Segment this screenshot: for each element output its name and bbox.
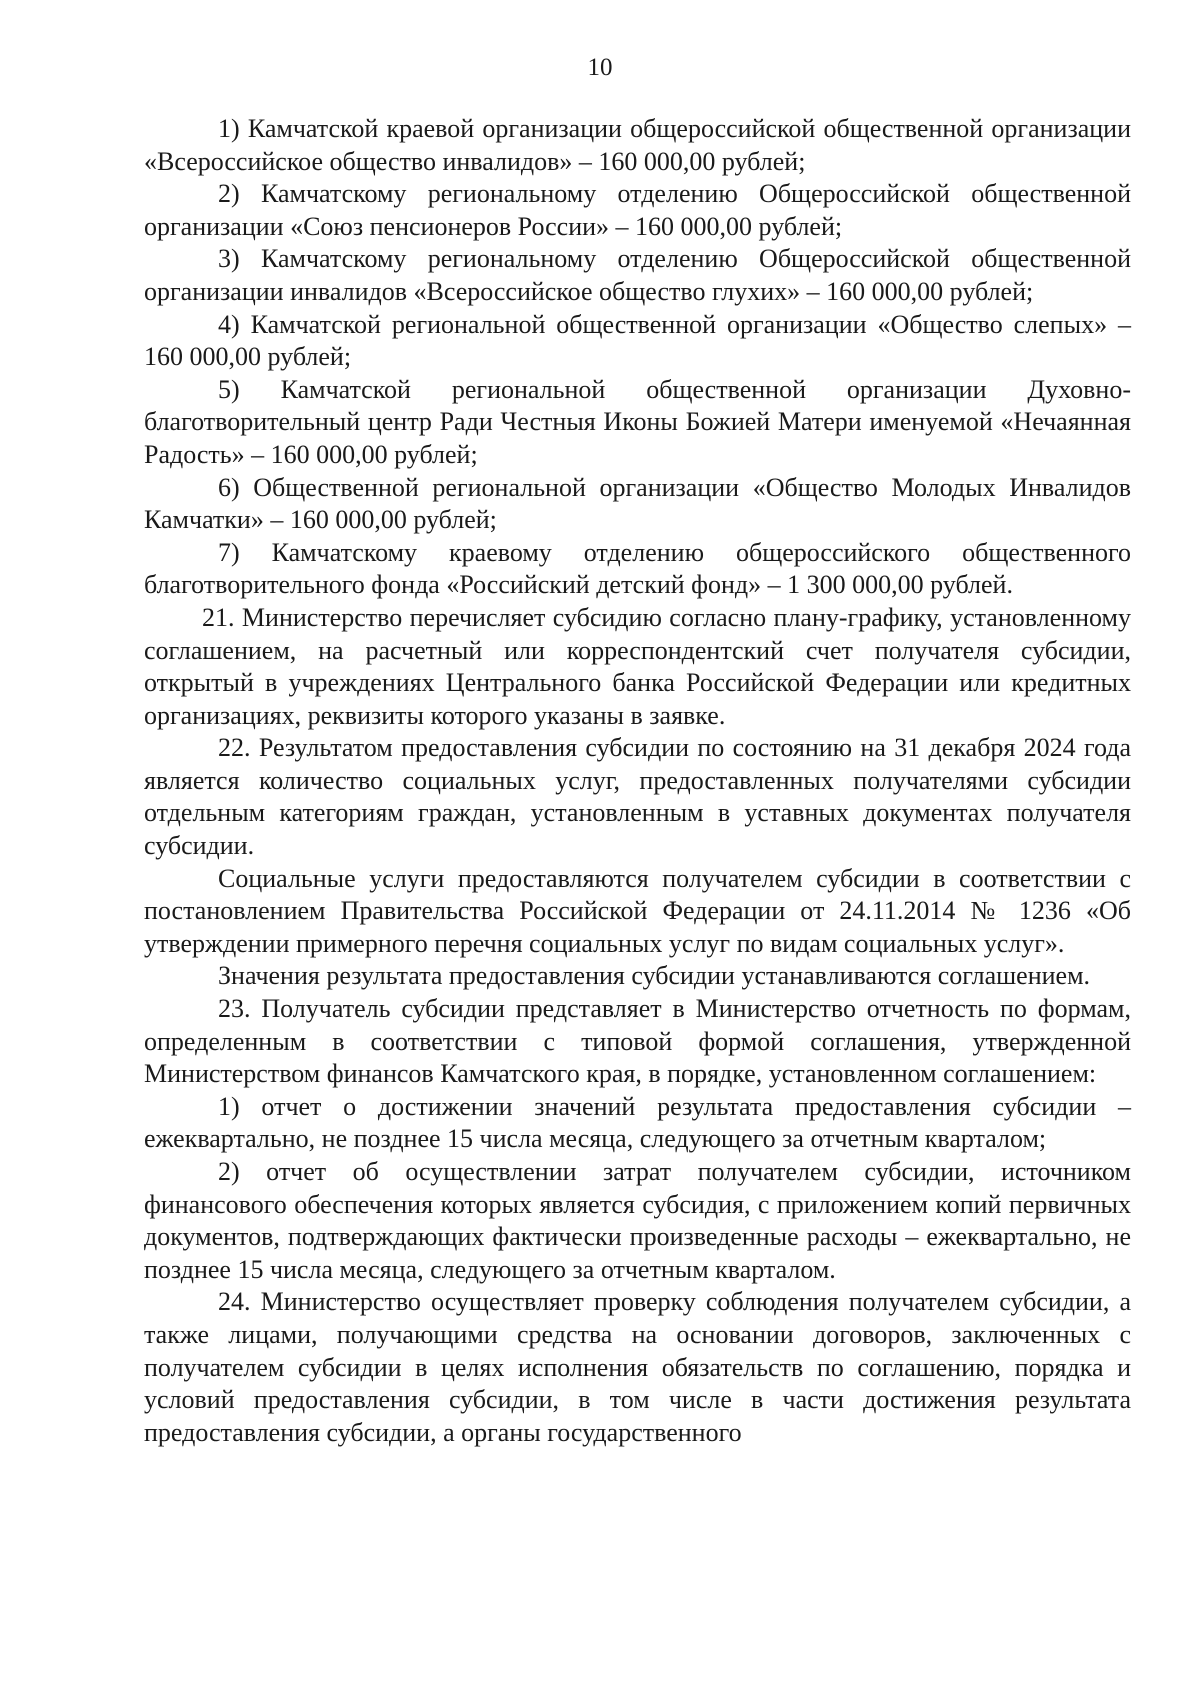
list-item-7: 7) Камчатскому краевому отделению общероссийского общественного благотворительного фонда «Российский детский фонд» – 1 300 000,00 рублей. (144, 537, 1131, 600)
list-item-1: 1) Камчатской краевой организации общероссийской общественной организации «Всероссийское общество инвалидов» – 160 000,00 рублей; (144, 114, 1131, 176)
clause-23-item-1: 1) отчет о достижении значений результата предоставления субсидии – ежеквартально, не позднее 15 числа месяца, следующего за отчетным кварталом; (144, 1091, 1131, 1154)
clause-22-social-services: Социальные услуги предоставляются получателем субсидии в соответствии с постановлением Правительства Российской Федерации от 24.11.2014 № 1236 «Об утверждении примерного перечня социальных услуг по видам социальных услуг». (144, 863, 1131, 958)
clause-22-result-values: Значения результата предоставления субсидии устанавливаются соглашением. (218, 961, 1091, 991)
list-item-6: 6) Общественной региональной организации «Общество Молодых Инвалидов Камчатки» – 160 000,00 рублей; (144, 472, 1131, 535)
clause-23-item-2: 2) отчет об осуществлении затрат получателем субсидии, источником финансового обеспечения которых является субсидия, с приложением копий первичных документов, подтверждающих фактически произведенные расходы – ежеквартально, не позднее 15 числа месяца, следующего за отчетным кварталом. (144, 1157, 1131, 1284)
page-number: 10 (587, 54, 613, 81)
clause-23: 23. Получатель субсидии представляет в Министерство отчетность по формам, определенным в соответствии с типовой формой соглашения, утвержденной Министерством финансов Камчатского края, в порядке, установленном соглашением: (144, 994, 1131, 1089)
list-item-3: 3) Камчатскому региональному отделению Общероссийской общественной организации инвалидов «Всероссийское общество глухих» – 160 000,00 рублей; (144, 244, 1131, 306)
clause-21: 21. Министерство перечисляет субсидию согласно плану-графику, установленному соглашением, на расчетный или корреспондентский счет получателя субсидии, открытый в учреждениях Центрального банка Российской Федерации или кредитных организациях, реквизиты которого указаны в заявке. (144, 602, 1131, 730)
list-item-2: 2) Камчатскому региональному отделению Общероссийской общественной организации «Союз пенсионеров России» – 160 000,00 рублей; (144, 179, 1131, 241)
clause-24: 24. Министерство осуществляет проверку соблюдения получателем субсидии, а также лицами, получающими средства на основании договоров, заключенных с получателем субсидии в целях исполнения обязательств по соглашению, порядка и условий предоставления субсидии, в том числе в части достижения результата предоставления субсидии, а органы государственного (144, 1287, 1131, 1447)
clause-22: 22. Результатом предоставления субсидии по состоянию на 31 декабря 2024 года является количество социальных услуг, предоставленных получателями субсидии отдельным категориям граждан, установленным в уставных документах получателя субсидии. (144, 733, 1131, 861)
document-body (144, 113, 1131, 1449)
list-item-4: 4) Камчатской региональной общественной организации «Общество слепых» – 160 000,00 рублей; (144, 309, 1131, 372)
list-item-5: 5) Камчатской региональной общественной организации Духовно-благотворительный центр Ради Честныя Иконы Божией Матери именуемой «Нечаянная Радость» – 160 000,00 рублей; (144, 374, 1131, 469)
